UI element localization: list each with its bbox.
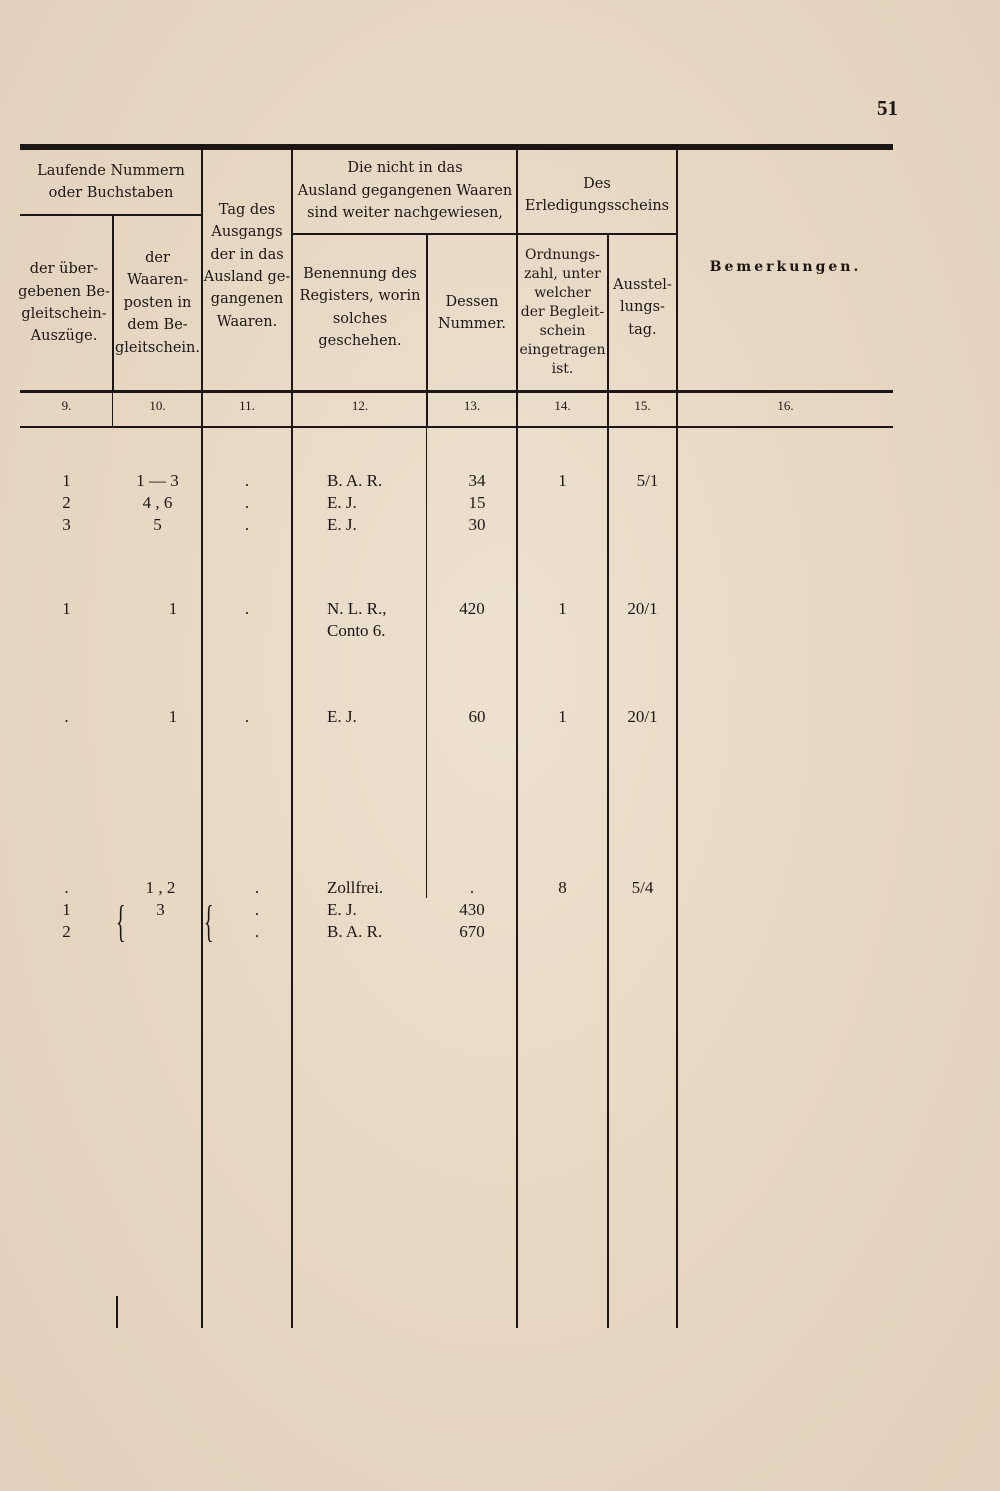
table-cell-r2-c15: 20/1 xyxy=(627,599,658,618)
table-cell-r3-c11: . xyxy=(244,707,250,726)
header-bottom-rule xyxy=(20,390,893,393)
table-cell-r4-c11: . . . xyxy=(254,878,260,941)
table-cell-r1-c14: 1 xyxy=(558,471,567,490)
group-rule-laufende xyxy=(20,214,202,216)
header-laufende-nummern: Laufende Nummern oder Buchstaben xyxy=(37,162,185,201)
colnum-9: 9. xyxy=(61,398,72,413)
colnum-13: 13. xyxy=(463,398,481,413)
colnum-14: 14. xyxy=(554,398,571,413)
header-col14: Ordnungs- zahl, unter welcher der Begleit- schein eingetragen ist. xyxy=(519,247,606,377)
table-cell-r4-c10: 1 , 2 3 xyxy=(145,878,176,919)
page-number: 51 xyxy=(877,96,898,120)
header-col11: Tag des Ausgangs der in das Ausland ge- gangenen Waaren. xyxy=(203,201,291,330)
table-cell-r1-c11: . . . xyxy=(244,471,250,534)
table-cell-r1-c13: 34 15 30 xyxy=(468,471,486,534)
table-cell-r2-c14: 1 xyxy=(558,599,567,618)
table-cell-r1-c12: B. A. R. E. J. E. J. xyxy=(327,471,383,534)
table-cell-r4-c15: 5/4 xyxy=(631,878,654,897)
brace-r4-c11: { xyxy=(204,897,214,946)
table-cell-r1-c10: 1 — 3 4 , 6 5 xyxy=(136,471,179,534)
header-erledigungsschein: Des Erledigungsscheins xyxy=(524,175,670,214)
header-col13: Dessen Nummer. xyxy=(437,293,507,332)
table-cell-r3-c13: 60 xyxy=(468,707,486,726)
header-col12: Benennung des Registers, worin solches geschehen. xyxy=(299,265,421,349)
table-cell-r1-c9: 1 2 3 xyxy=(62,471,71,534)
table-cell-r3-c15: 20/1 xyxy=(627,707,658,726)
table-cell-r4-c12: Zollfrei. E. J. B. A. R. xyxy=(327,878,384,941)
colnum-12: 12. xyxy=(351,398,369,413)
table-cell-r1-c15: 5/1 xyxy=(636,471,659,490)
table-cell-r4-c13: . 430 670 xyxy=(459,878,485,941)
table-cell-r4-c9: . 1 2 xyxy=(62,878,71,941)
top-rule xyxy=(20,144,893,150)
table-cell-r3-c14: 1 xyxy=(558,707,567,726)
colnum-16: 16. xyxy=(777,398,794,413)
vline-body-bottom-9-10 xyxy=(116,1296,118,1328)
colnum-15: 15. xyxy=(634,398,651,413)
colnum-11: 11. xyxy=(239,398,255,413)
table-cell-r2-c11: . xyxy=(244,599,250,618)
table-cell-r3-c9: . xyxy=(64,707,69,726)
header-col9: der über- gebenen Be- gleitschein- Auszüge. xyxy=(18,261,110,345)
header-bemerkungen: Bemerkungen. xyxy=(709,259,862,276)
colnum-10: 10. xyxy=(149,398,166,413)
table-cell-r2-c12: N. L. R., Conto 6. xyxy=(327,599,387,640)
brace-r4-c10: { xyxy=(116,897,126,946)
table-cell-r3-c12: E. J. xyxy=(327,707,357,726)
group-rule-nicht xyxy=(293,233,517,235)
table-cell-r3-c10: 1 xyxy=(168,707,178,726)
table-cell-r2-c10: 1 xyxy=(168,599,178,618)
header-col10: der Waaren- posten in dem Be- gleitschein. xyxy=(114,249,201,356)
table-cell-r2-c13: 420 xyxy=(459,599,485,618)
table-cell-r4-c14: 8 xyxy=(558,878,567,897)
table-cell-r2-c9: 1 xyxy=(62,599,71,618)
header-nicht-gegangen: Die nicht in das Ausland gegangenen Waaren sind weiter nachgewiesen, xyxy=(297,160,513,222)
column-number-rule xyxy=(20,426,893,428)
header-col15: Ausstel- lungs- tag. xyxy=(613,276,672,338)
